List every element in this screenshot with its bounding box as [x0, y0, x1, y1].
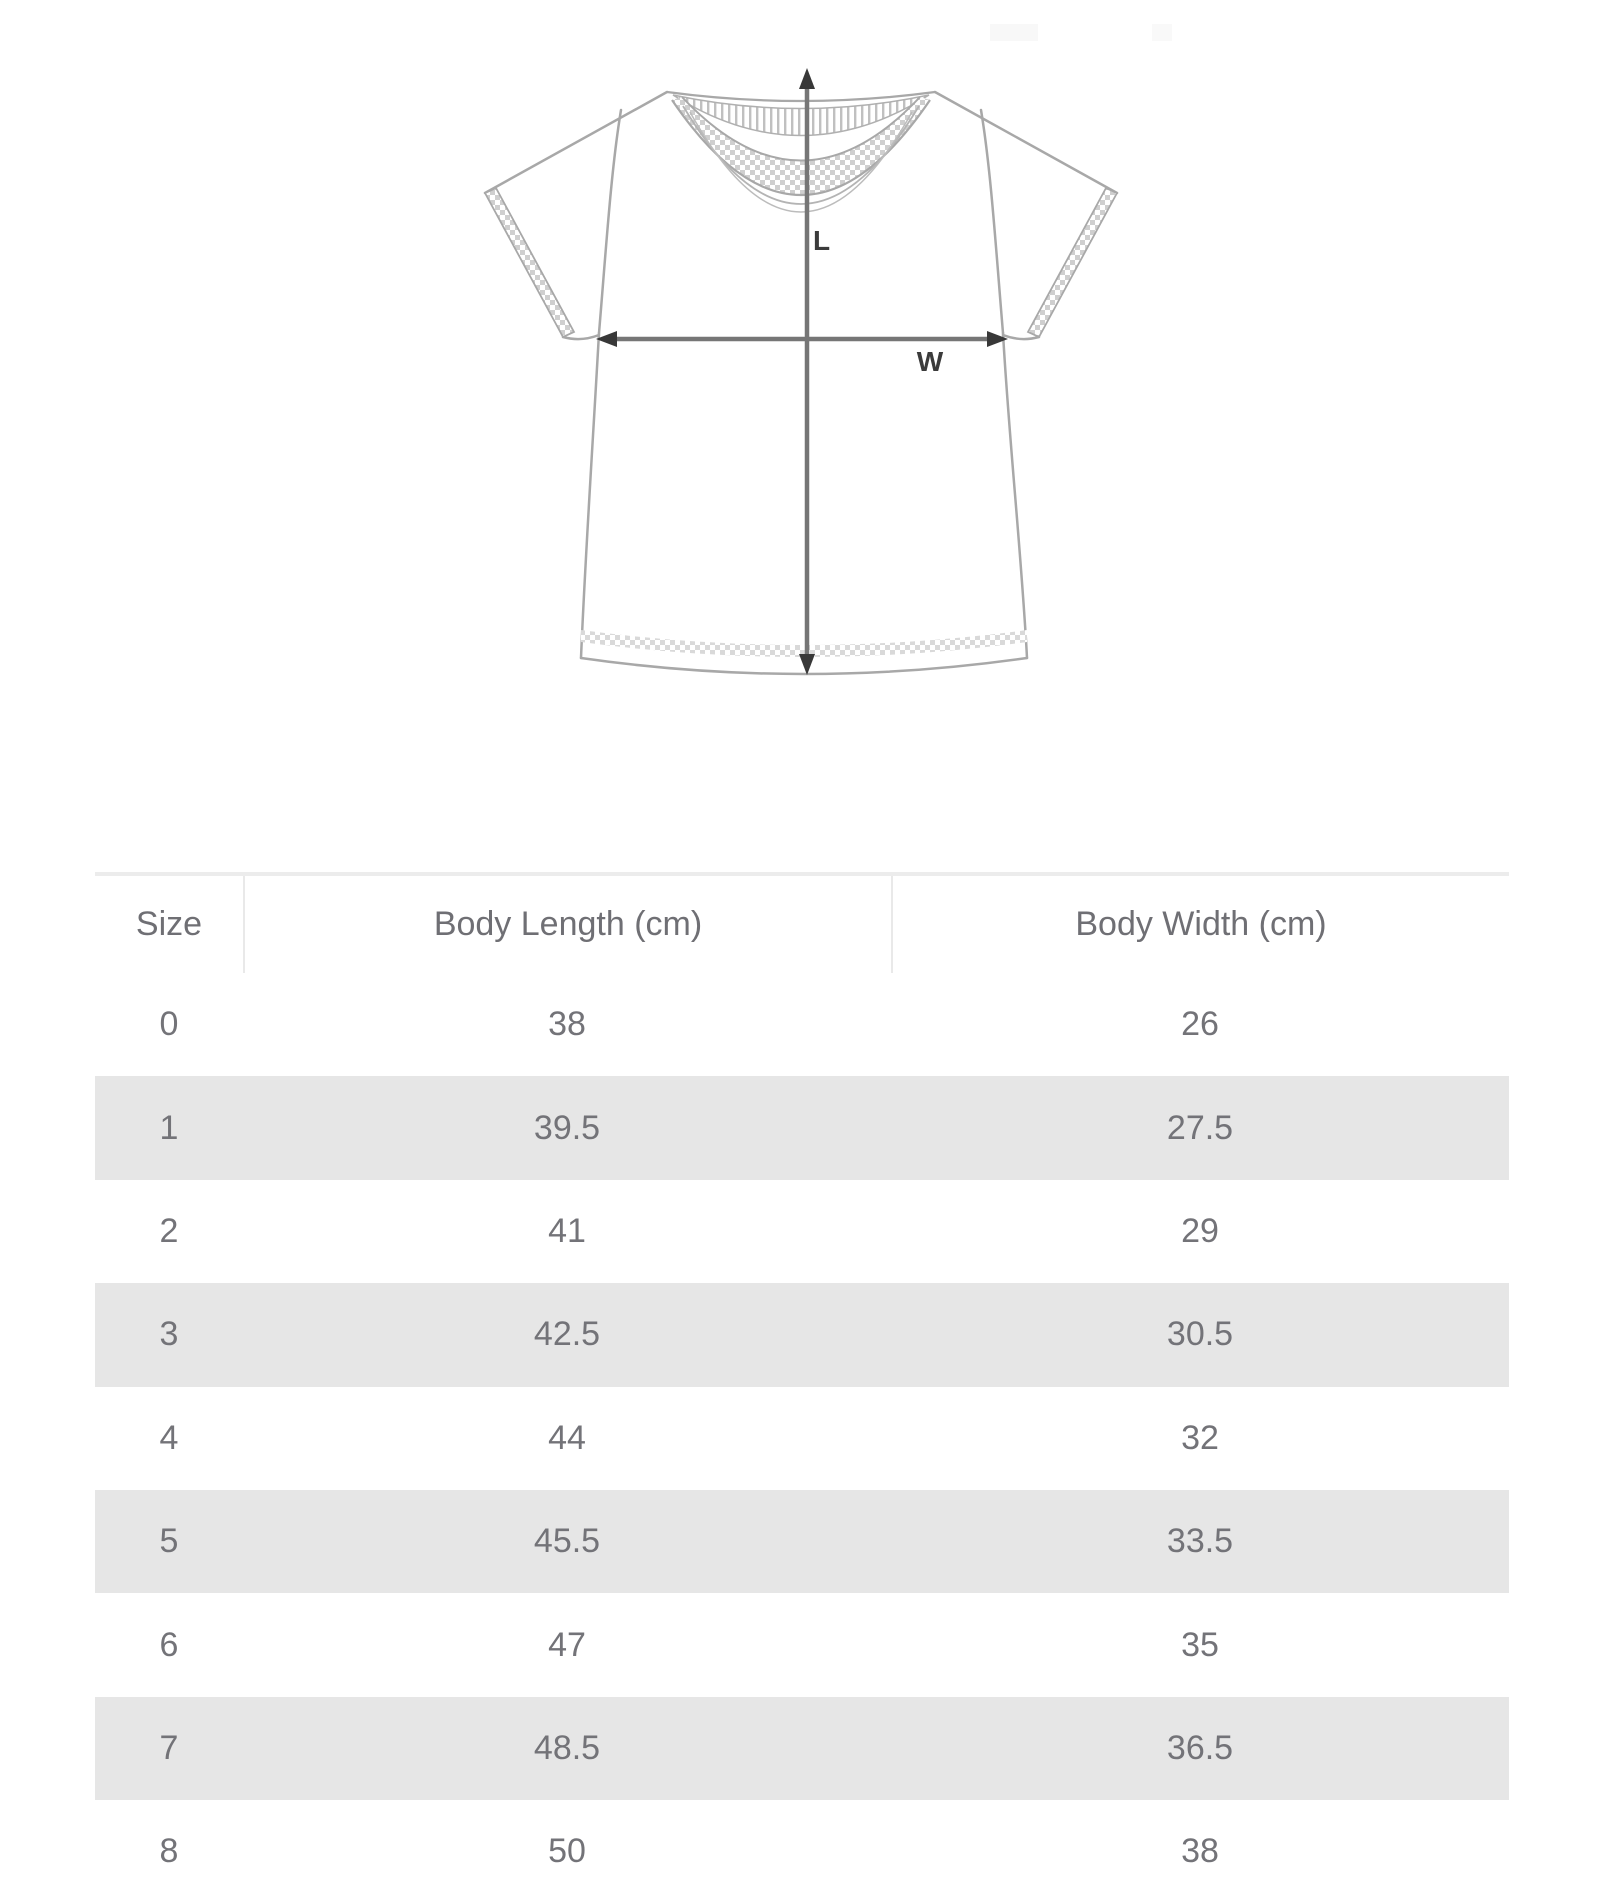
table-row — [95, 1387, 1509, 1490]
table-row — [95, 1490, 1509, 1593]
faint-artifacts — [990, 24, 1172, 41]
size-cell: 8 — [159, 1832, 179, 1871]
body-width-cell: 26 — [1181, 1005, 1219, 1044]
body-width-cell: 27.5 — [1166, 1108, 1234, 1147]
table-header-row — [95, 876, 1509, 973]
width-label: W — [916, 346, 944, 377]
table-row — [95, 1076, 1509, 1179]
right-sleeve-cuff — [1028, 188, 1117, 337]
size-cell: 0 — [159, 1005, 179, 1044]
size-chart-table — [95, 872, 1509, 1904]
size-cell: 7 — [159, 1728, 179, 1767]
body-width-cell: 29 — [1181, 1211, 1219, 1250]
table-row — [95, 1283, 1509, 1386]
body-length-cell: 41 — [548, 1211, 586, 1250]
body-length-cell: 45.5 — [533, 1522, 601, 1561]
size-cell: 6 — [159, 1625, 179, 1664]
left-sleeve-cuff — [485, 188, 574, 337]
body-length-cell: 50 — [548, 1832, 586, 1871]
size-cell: 2 — [159, 1211, 179, 1250]
header-body-width: Body Width (cm) — [891, 876, 1509, 973]
body-length-cell: 38 — [548, 1005, 586, 1044]
length-label: L — [813, 225, 831, 256]
body-length-cell: 44 — [548, 1418, 586, 1457]
body-width-cell: 35 — [1181, 1625, 1219, 1664]
table-row — [95, 973, 1509, 1076]
size-cell: 1 — [159, 1108, 179, 1147]
table-row — [95, 1800, 1509, 1903]
body-width-cell: 36.5 — [1166, 1728, 1234, 1767]
body-length-cell: 42.5 — [533, 1315, 601, 1354]
body-width-cell: 33.5 — [1166, 1522, 1234, 1561]
body-width-cell: 32 — [1181, 1418, 1219, 1457]
header-body-length: Body Length (cm) — [243, 876, 891, 973]
body-width-cell: 38 — [1181, 1832, 1219, 1871]
body-length-cell: 39.5 — [533, 1108, 601, 1147]
body-width-cell: 30.5 — [1166, 1315, 1234, 1354]
size-cell: 4 — [159, 1418, 179, 1457]
table-body — [95, 973, 1509, 1904]
header-size: Size — [135, 905, 203, 943]
table-row — [95, 1180, 1509, 1283]
hem-stitching — [581, 630, 1027, 657]
collar — [667, 92, 935, 212]
tshirt-diagram — [0, 0, 1600, 720]
body-length-cell: 47 — [548, 1625, 586, 1664]
size-cell: 3 — [159, 1315, 179, 1354]
table-row — [95, 1593, 1509, 1696]
body-length-cell: 48.5 — [533, 1728, 601, 1767]
table-row — [95, 1697, 1509, 1800]
width-arrow — [596, 331, 1008, 347]
size-cell: 5 — [159, 1522, 179, 1561]
